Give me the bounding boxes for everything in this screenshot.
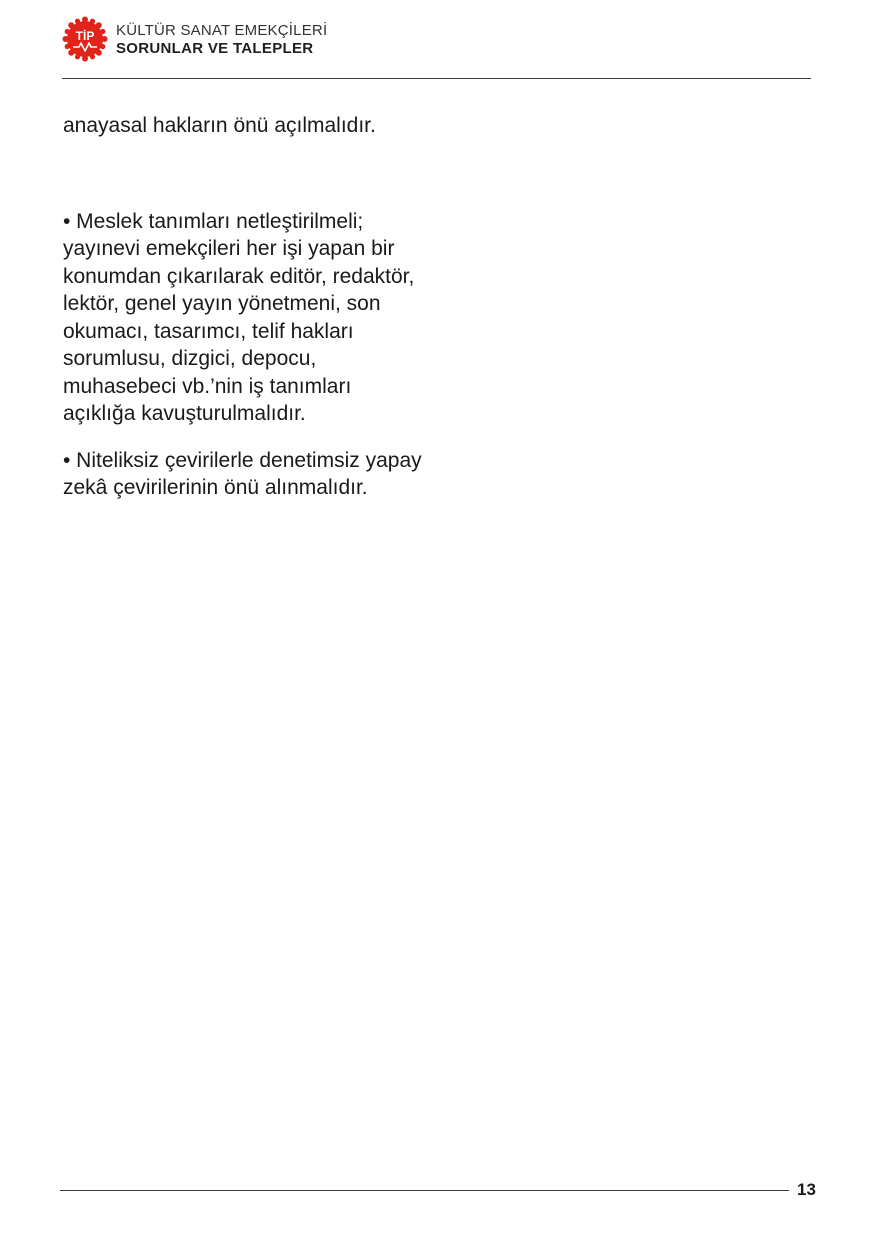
tip-logo: [62, 16, 108, 62]
header-subtitle: SORUNLAR VE TALEPLER: [116, 40, 314, 57]
body-text: [63, 112, 423, 502]
logo-text: TİP: [75, 29, 95, 43]
header-title: KÜLTÜR SANAT EMEKÇİLERİ: [116, 22, 328, 39]
bullet-ai-translations: • Niteliksiz çevirilerle denetimsiz yapay zekâ çevirilerinin önü alınmalıdır.: [63, 448, 422, 499]
paragraph-continuation: anayasal hakların önü açılmalıdır.: [63, 114, 376, 137]
footer-divider: [60, 1190, 789, 1191]
page-number: 13: [797, 1180, 816, 1199]
page-header: [62, 16, 812, 62]
header-title-block: [116, 22, 327, 58]
header-divider: [62, 78, 811, 79]
bullet-job-definitions: • Meslek tanımları netleştirilmeli; yayınevi emekçileri her işi yapan bir konumdan çıkarılarak editör, redaktör, lektör, genel yayın yönetmeni, son okumacı, tasarımcı, telif hakları sorumlusu, dizgici, depocu, muhasebeci vb.’nin iş tanımları açıklığa kavuşturulmalıdır.: [63, 209, 415, 425]
